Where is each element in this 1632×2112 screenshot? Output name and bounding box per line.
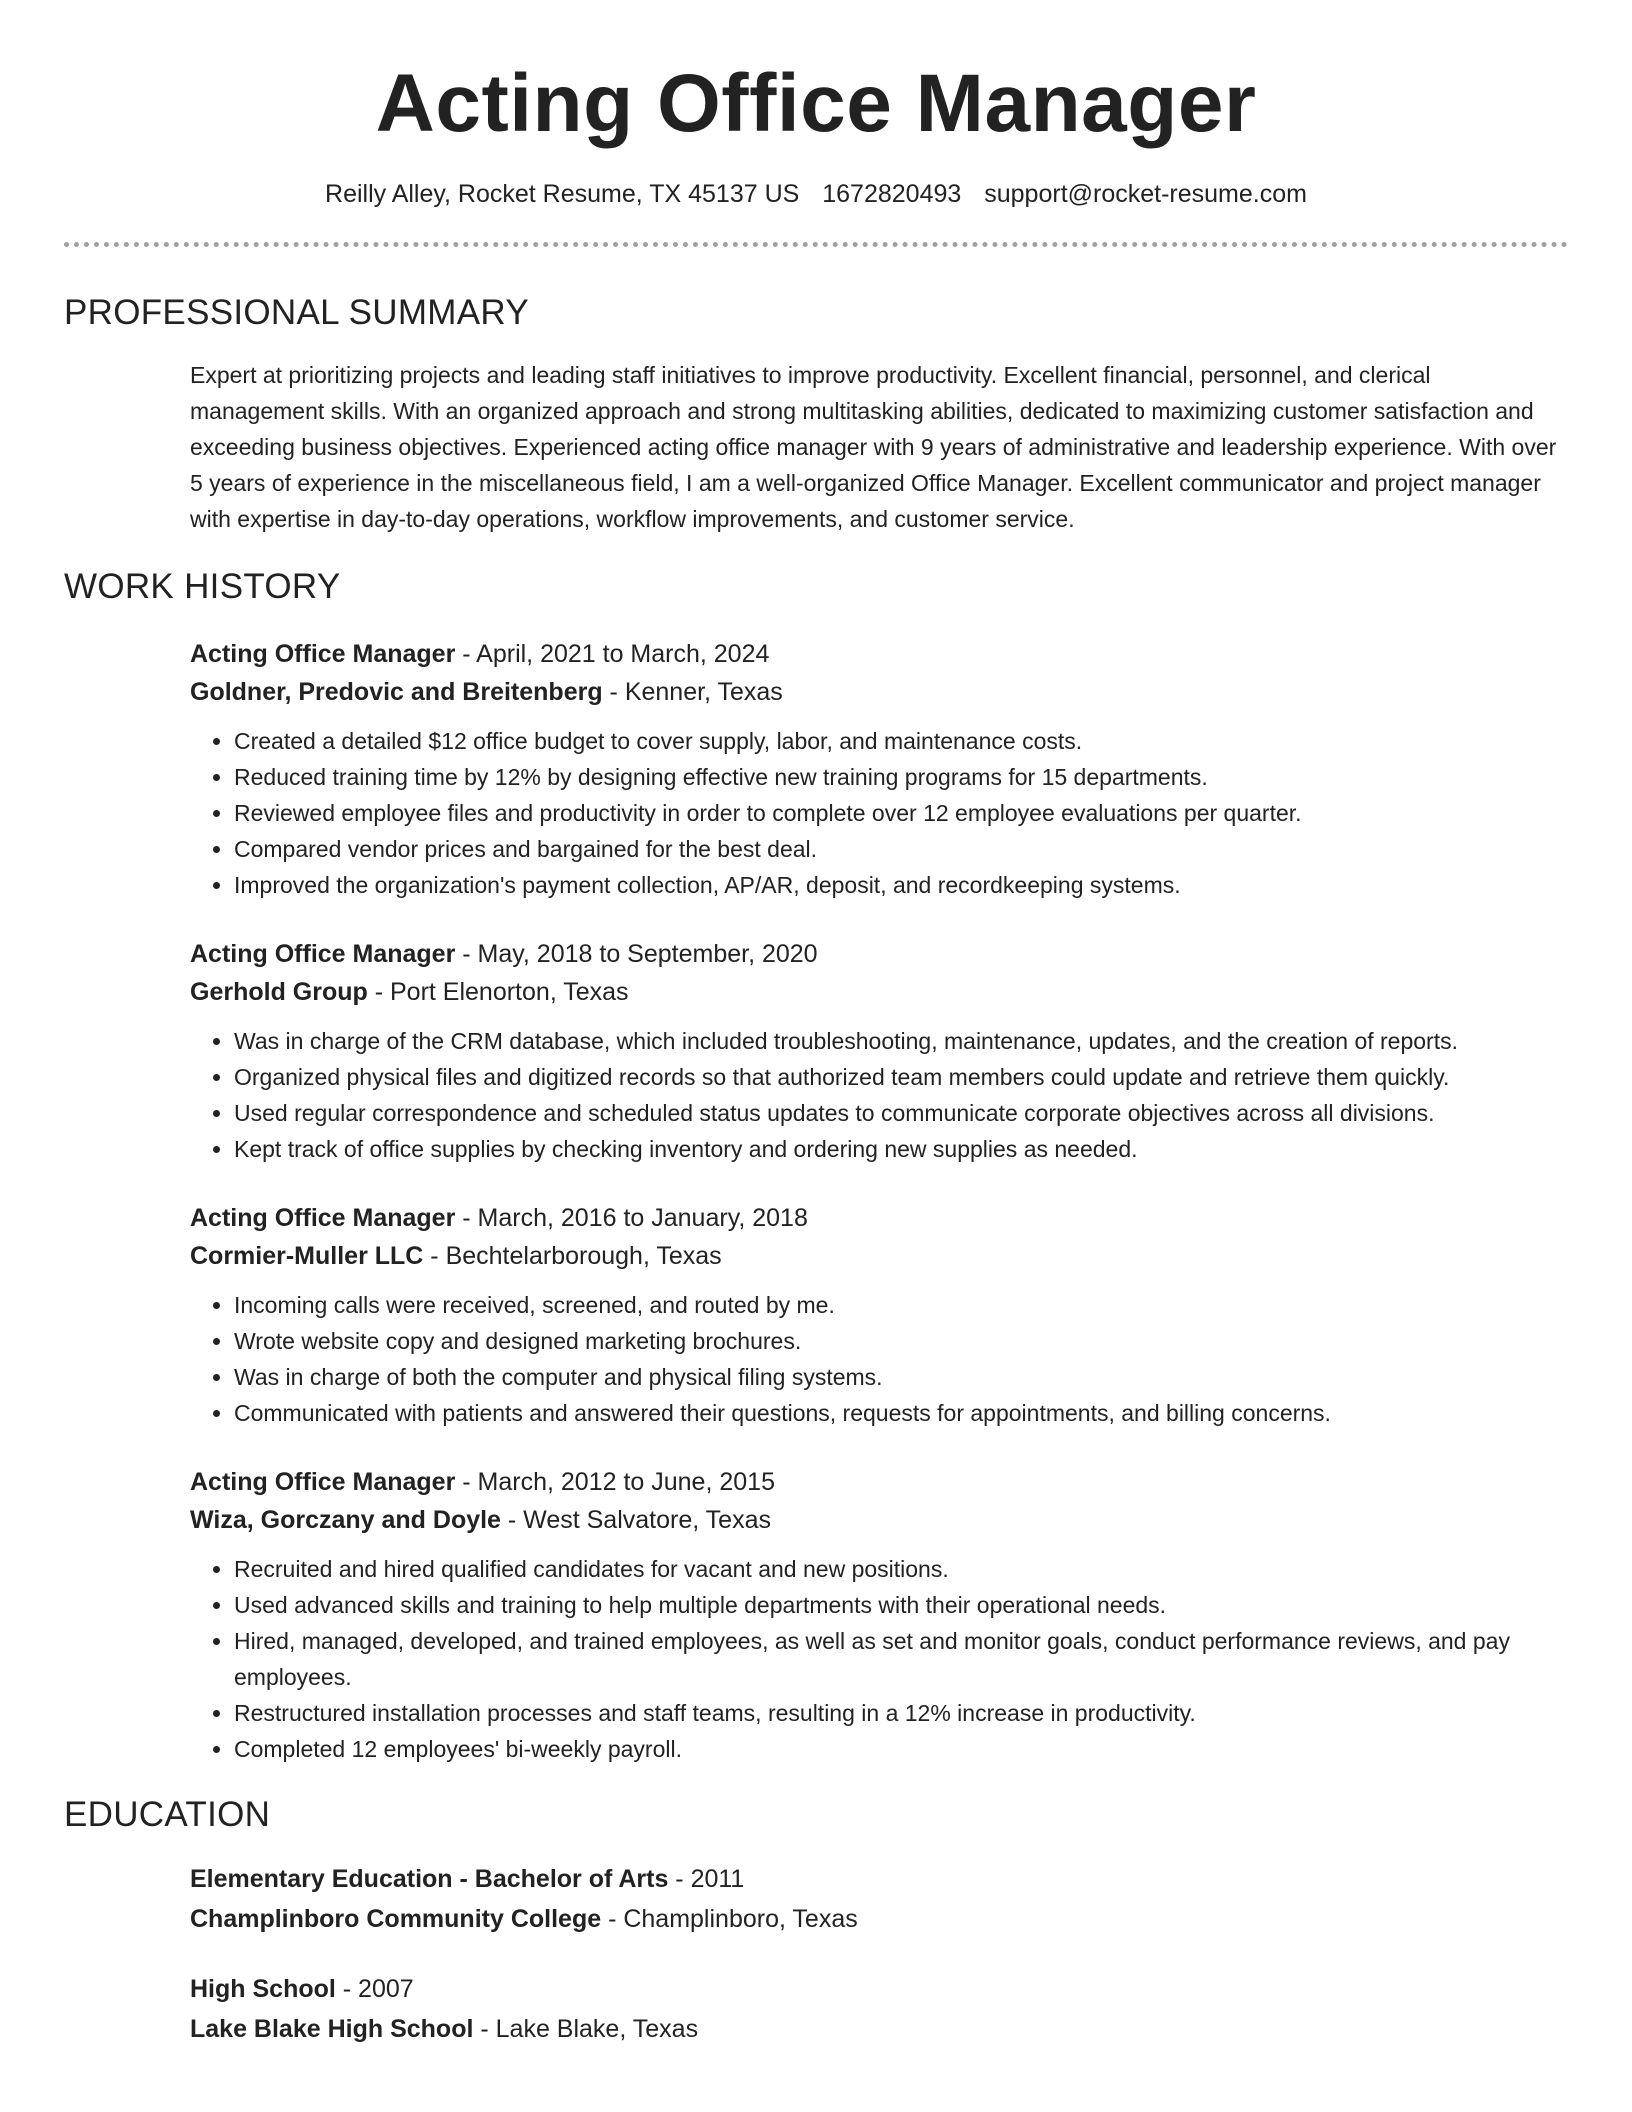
education-school: Lake Blake High School (190, 2015, 474, 2043)
job-location: - Kenner, Texas (602, 678, 783, 706)
job-dates: - May, 2018 to September, 2020 (455, 940, 818, 968)
job-company: Cormier-Muller LLC (190, 1242, 424, 1270)
job-bullet: • Communicated with patients and answered their questions, requests for appointments, and billing concerns. (234, 1395, 1568, 1431)
job-title-line (190, 635, 1568, 673)
job-location: - West Salvatore, Texas (500, 1506, 771, 1534)
contact-phone: 1672820493 (822, 180, 962, 208)
job-bullet: • Incoming calls were received, screened, and routed by me. (234, 1287, 1568, 1323)
resume-page (64, 0, 1568, 2049)
education-year: - 2007 (335, 1975, 414, 2003)
job-bullets (190, 1023, 1568, 1167)
job-bullet: • Reviewed employee files and productivity in order to complete over 12 employee evaluations per quarter. (234, 795, 1568, 831)
education-entry (190, 1969, 1568, 2049)
job-bullet: • Recruited and hired qualified candidates for vacant and new positions. (234, 1551, 1568, 1587)
job-dates: - April, 2021 to March, 2024 (455, 640, 770, 668)
job-company: Wiza, Gorczany and Doyle (190, 1506, 501, 1534)
job-bullet: • Improved the organization's payment collection, AP/AR, deposit, and recordkeeping systems. (234, 867, 1568, 903)
job-title-line (190, 1199, 1568, 1237)
job-bullets (190, 1287, 1568, 1431)
summary-text: Expert at prioritizing projects and leading staff initiatives to improve productivity. Excellent financial, personnel, and clerical management skills. With an organized approach and strong multitasking abilities, dedicated to maximizing customer satisfaction and exceeding business objectives. Experienced acting office manager with 9 years of administrative and leadership experience. With over 5 years of experience in the miscellaneous field, I am a well-organized Office Manager. Excellent communicator and project manager with expertise in day-to-day operations, workflow improvements, and customer service. (190, 362, 1557, 532)
job-bullet: • Reduced training time by 12% by designing effective new training programs for 15 departments. (234, 759, 1568, 795)
job-company-line (190, 1501, 1568, 1539)
job-bullet: • Used regular correspondence and scheduled status updates to communicate corporate objectives across all divisions. (234, 1095, 1568, 1131)
job-dates: - March, 2016 to January, 2018 (455, 1204, 808, 1232)
resume-title: Acting Office Manager (375, 58, 1257, 149)
education-school: Champlinboro Community College (190, 1905, 602, 1933)
job-entry (190, 1463, 1568, 1767)
job-position: Acting Office Manager (190, 1204, 456, 1232)
job-position: Acting Office Manager (190, 640, 456, 668)
job-position: Acting Office Manager (190, 940, 456, 968)
contact-line (64, 178, 1568, 210)
job-title-line (190, 1463, 1568, 1501)
job-position: Acting Office Manager (190, 1468, 456, 1496)
job-bullet: • Used advanced skills and training to help multiple departments with their operational needs. (234, 1587, 1568, 1623)
job-bullet: • Wrote website copy and designed marketing brochures. (234, 1323, 1568, 1359)
header-divider (64, 242, 1568, 247)
job-bullets (190, 723, 1568, 903)
job-bullet: • Created a detailed $12 office budget to cover supply, labor, and maintenance costs. (234, 723, 1568, 759)
job-location: - Bechtelarborough, Texas (423, 1242, 722, 1270)
work-history-heading: WORK HISTORY (64, 567, 341, 606)
job-bullet: • Restructured installation processes and staff teams, resulting in a 12% increase in productivity. (234, 1695, 1568, 1731)
job-company: Gerhold Group (190, 978, 368, 1006)
education-degree-line (190, 1969, 1568, 2009)
job-bullet: • Kept track of office supplies by checking inventory and ordering new supplies as needed. (234, 1131, 1568, 1167)
education-year: - 2011 (668, 1865, 745, 1893)
job-entry (190, 635, 1568, 903)
education-heading: EDUCATION (64, 1795, 271, 1834)
education-degree: Elementary Education - Bachelor of Arts (190, 1865, 669, 1893)
education-degree: High School (190, 1975, 336, 2003)
education-degree-line (190, 1859, 1568, 1899)
job-company: Goldner, Predovic and Breitenberg (190, 678, 603, 706)
education-entry (190, 1859, 1568, 1939)
education-school-line (190, 1899, 1568, 1939)
job-bullet: • Compared vendor prices and bargained for the best deal. (234, 831, 1568, 867)
job-bullet: • Was in charge of both the computer and physical filing systems. (234, 1359, 1568, 1395)
job-location: - Port Elenorton, Texas (367, 978, 629, 1006)
job-bullet: • Completed 12 employees' bi-weekly payroll. (234, 1731, 1568, 1767)
education-school-line (190, 2009, 1568, 2049)
job-title-line (190, 935, 1568, 973)
job-bullets (190, 1551, 1568, 1767)
job-dates: - March, 2012 to June, 2015 (455, 1468, 775, 1496)
summary-heading: PROFESSIONAL SUMMARY (64, 293, 529, 332)
job-bullet: • Was in charge of the CRM database, which included troubleshooting, maintenance, updates, and the creation of reports. (234, 1023, 1568, 1059)
contact-email: support@rocket-resume.com (984, 180, 1307, 208)
job-company-line (190, 1237, 1568, 1275)
job-entry (190, 1199, 1568, 1431)
job-company-line (190, 973, 1568, 1011)
job-entry (190, 935, 1568, 1167)
contact-address: Reilly Alley, Rocket Resume, TX 45137 US (325, 180, 800, 208)
job-company-line (190, 673, 1568, 711)
education-location: - Champlinboro, Texas (601, 1905, 858, 1933)
job-bullet: • Organized physical files and digitized records so that authorized team members could update and retrieve them quickly. (234, 1059, 1568, 1095)
job-bullet: • Hired, managed, developed, and trained employees, as well as set and monitor goals, conduct performance reviews, and pay employees. (234, 1623, 1568, 1695)
education-location: - Lake Blake, Texas (473, 2015, 699, 2043)
